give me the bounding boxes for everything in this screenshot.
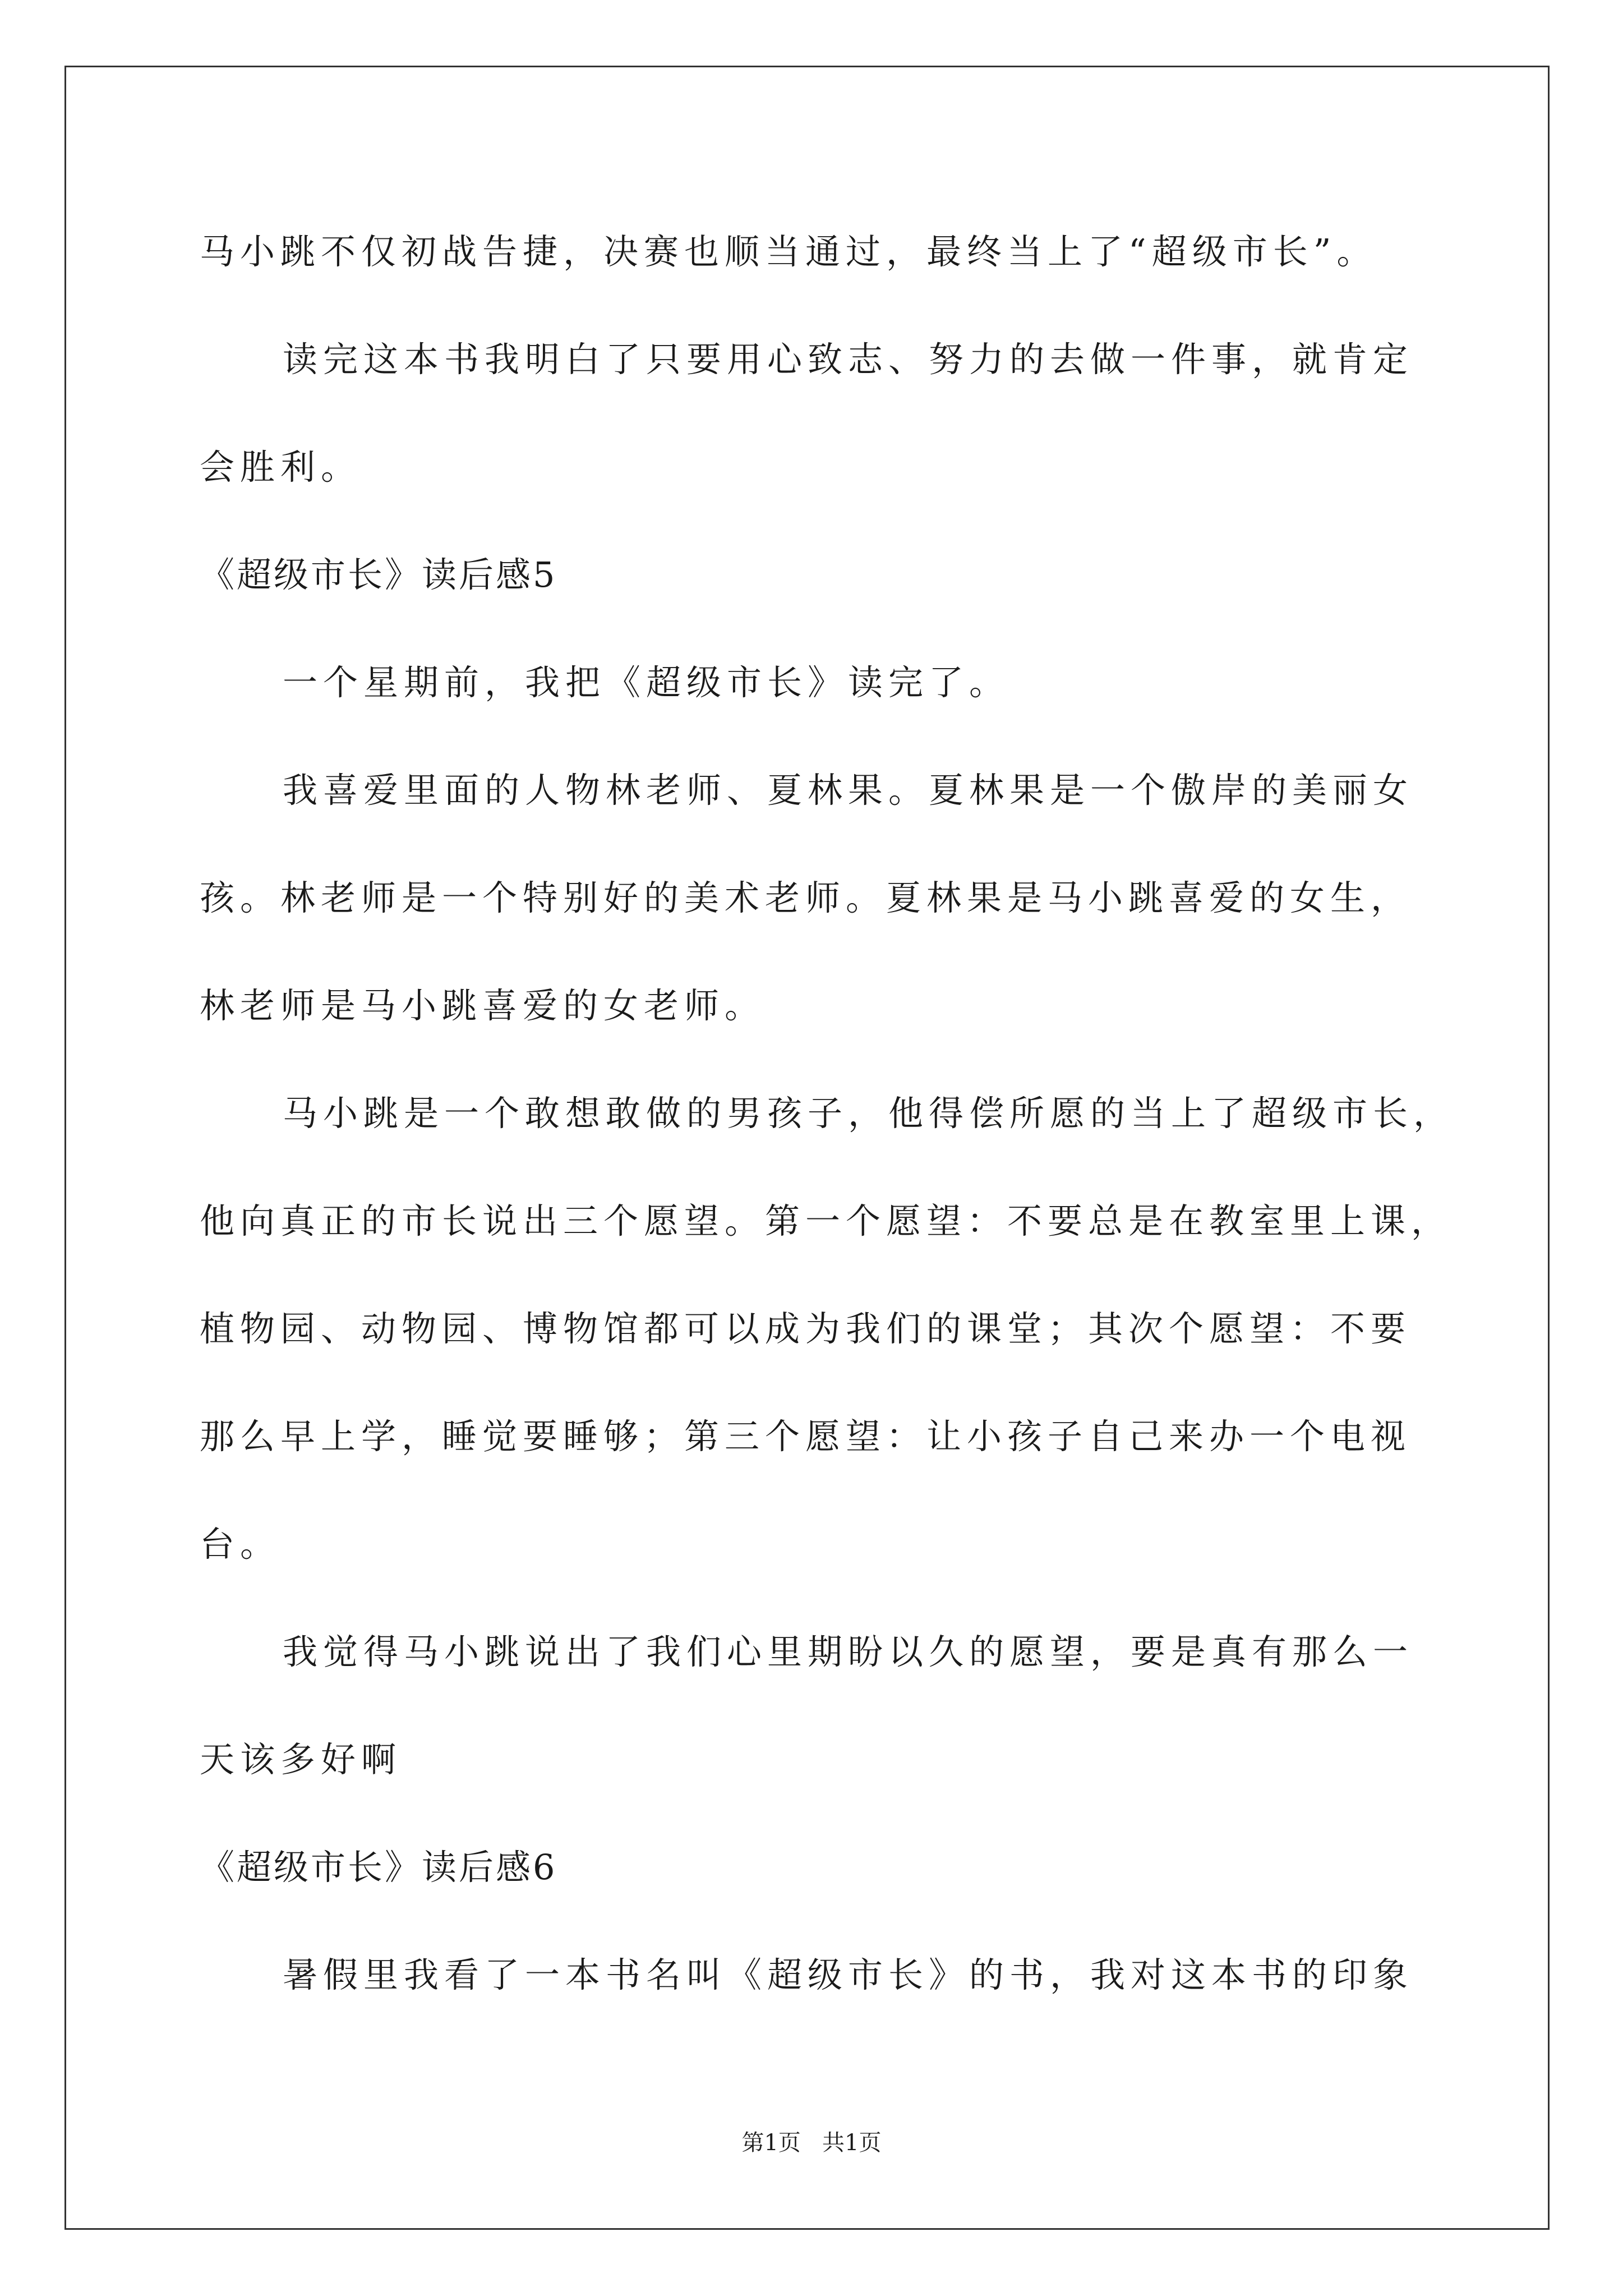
text-line: 我觉得马小跳说出了我们心里期盼以久的愿望，要是真有那么一 — [283, 1631, 1414, 1672]
text-line: 天该多好啊 — [200, 1739, 402, 1780]
text-line: 台。 — [200, 1524, 281, 1565]
text-line: 读完这本书我明白了只要用心致志、努力的去做一件事，就肯定 — [283, 339, 1414, 380]
text-line: 林老师是马小跳喜爱的女老师。 — [200, 985, 766, 1026]
text-line: 马小跳是一个敢想敢做的男孩子，他得偿所愿的当上了超级市长， — [283, 1093, 1454, 1134]
page-border — [64, 66, 1550, 2230]
text-line: 我喜爱里面的人物林老师、夏林果。夏林果是一个傲岸的美丽女 — [283, 770, 1414, 811]
section-heading: 《超级市长》读后感6 — [200, 1847, 557, 1888]
text-line: 他向真正的市长说出三个愿望。第一个愿望：不要总是在教室里上课， — [200, 1200, 1452, 1241]
text-line: 植物园、动物园、博物馆都可以成为我们的课堂；其次个愿望：不要 — [200, 1308, 1412, 1349]
text-line: 一个星期前，我把《超级市长》读完了。 — [283, 662, 1010, 703]
text-line: 孩。林老师是一个特别好的美术老师。夏林果是马小跳喜爱的女生， — [200, 877, 1412, 918]
page-footer: 第1页 共1页 — [741, 2130, 882, 2156]
text-line: 会胜利。 — [200, 447, 362, 487]
text-line: 暑假里我看了一本书名叫《超级市长》的书，我对这本书的印象 — [283, 1954, 1414, 1995]
section-heading: 《超级市长》读后感5 — [200, 554, 557, 595]
text-line: 马小跳不仅初战告捷，决赛也顺当通过，最终当上了“超级市长”。 — [200, 231, 1377, 272]
text-line: 那么早上学，睡觉要睡够；第三个愿望：让小孩子自己来办一个电视 — [200, 1416, 1412, 1457]
